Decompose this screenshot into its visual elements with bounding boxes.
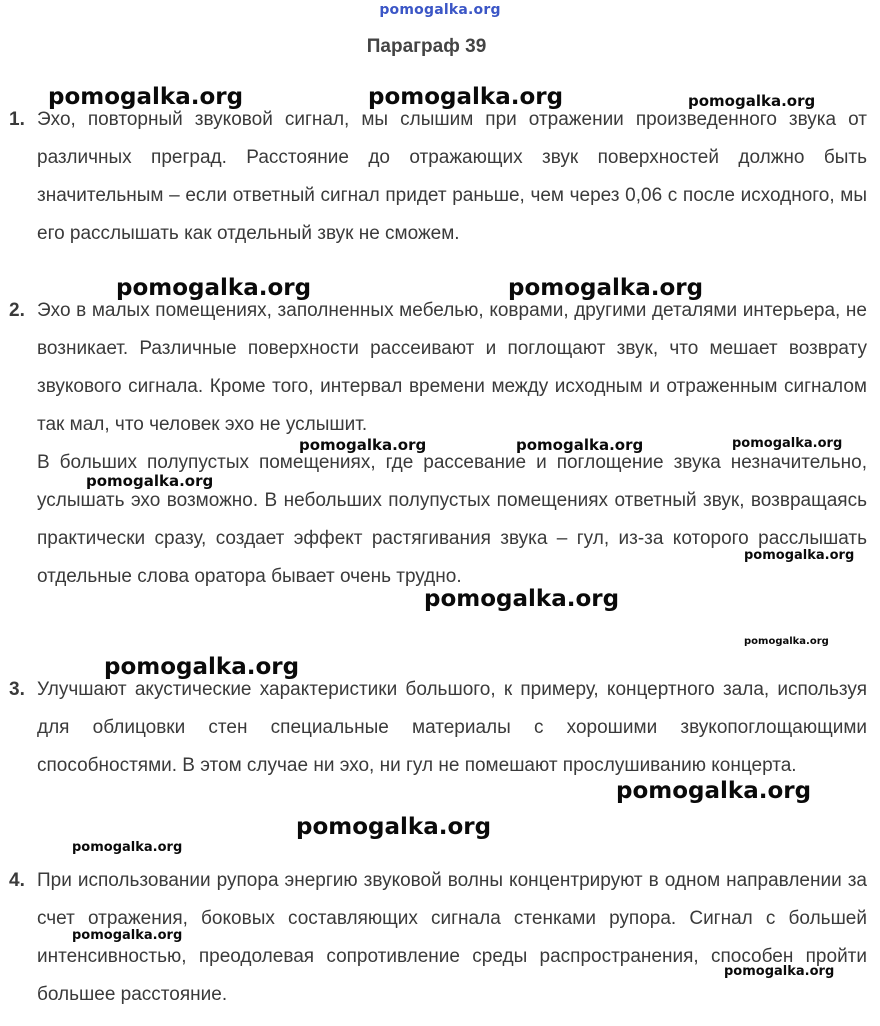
watermark: pomogalka.org [744,548,855,563]
watermark: pomogalka.org [368,84,564,110]
watermark: pomogalka.org [296,814,492,840]
watermark: pomogalka.org [508,275,704,301]
watermark: pomogalka.org [48,84,244,110]
item-number: 3. [9,679,25,700]
answer-item-3 [9,671,867,785]
item-paragraph: Улучшают акустические характеристики большого, к примеру, концертного зала, используя для облицовки стен специальные материалы с хорошими звукопоглощающими способностями. В этом случае ни эхо, ни гул не помешают прослушиванию концерта. [37,679,867,776]
item-paragraph: Эхо в малых помещениях, заполненных мебелью, коврами, другими деталями интерьера, не возникает. Различные поверхности рассеивают и поглощают звук, что мешает возврату звукового сигнала. Кроме того, интервал времени между исходным и отраженным сигналом так мал, что человек эхо не услышит. [37,300,867,435]
watermark: pomogalka.org [72,928,183,943]
item-number: 1. [9,109,25,130]
watermark: pomogalka.org [72,840,183,855]
item-paragraph: В больших полупустых помещениях, где рассевание и поглощение звука незначительно, услышать эхо возможно. В небольших полупустых помещениях ответный звук, возвращаясь практически сразу, создает эффект растягивания звука – гул, из-за которого расслышать отдельные слова оратора бывает очень трудно. [37,452,867,587]
item-number: 2. [9,300,25,321]
item-paragraph: Эхо, повторный звуковой сигнал, мы слышим при отражении произведенного звука от различных преград. Расстояние до отражающих звук поверхностей должно быть значительным – если ответный сигнал придет раньше, чем через 0,06 с после исходного, мы его расслышать как отдельный звук не сможем. [37,109,867,244]
watermark: pomogalka.org [744,636,829,647]
watermark: pomogalka.org [616,778,812,804]
watermark: pomogalka.org [116,275,312,301]
page-title: Параграф 39 [366,36,487,57]
item-text [37,101,867,253]
watermark: pomogalka.org [732,436,843,451]
item-paragraph: При использовании рупора энергию звуковой волны концентрируют в одном направлении за счет отражения, боковых составляющих сигнала стенками рупора. Сигнал с большей интенсивностью, преодолевая сопротивление среды распространения, способен пройти большее расстояние. [37,870,867,1005]
watermark: pomogalka.org [724,964,835,979]
watermark: pomogalka.org [299,436,427,454]
site-watermark-header[interactable]: pomogalka.org [379,2,501,18]
answer-item-1 [9,101,867,253]
item-text [37,671,867,785]
item-number: 4. [9,870,25,891]
watermark: pomogalka.org [424,586,620,612]
watermark: pomogalka.org [688,92,816,110]
watermark: pomogalka.org [104,654,300,680]
watermark: pomogalka.org [86,472,214,490]
watermark: pomogalka.org [516,436,644,454]
